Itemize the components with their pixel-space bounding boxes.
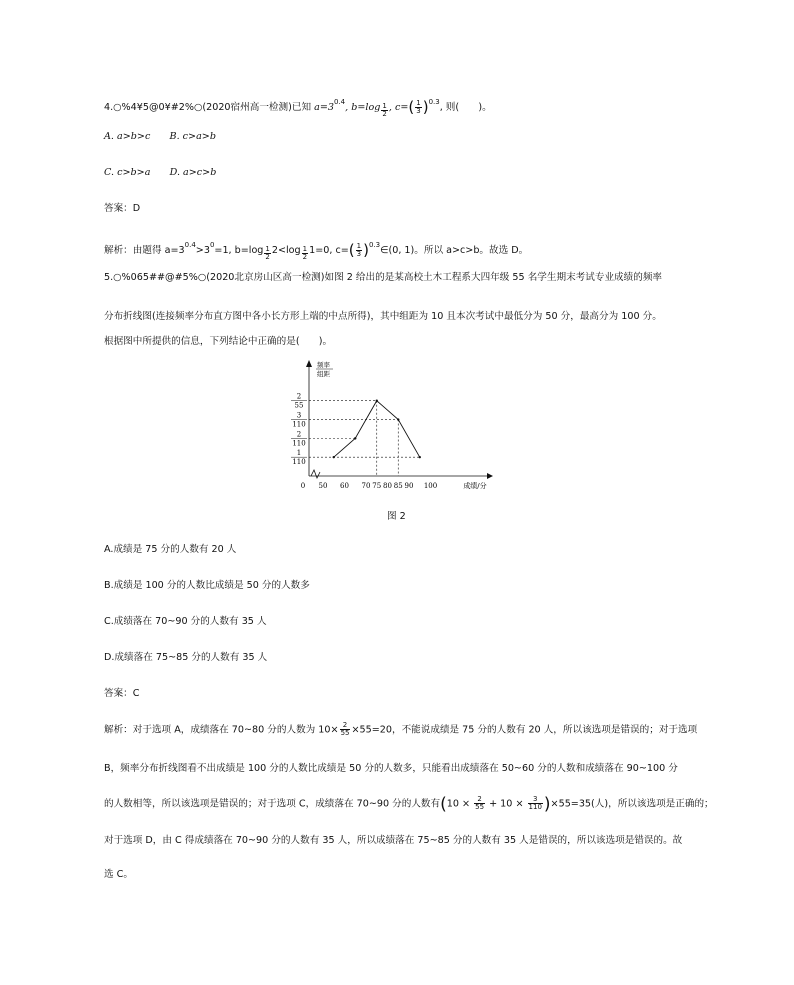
q5-solution-line-4: 对于选项 D，由 C 得成绩落在 70~90 分的人数有 35 人，所以成绩落在 75~85 分的人数有 35 人是错误的，所以该选项是错误的。故 bbox=[104, 835, 683, 846]
q4-sol-base-1: 1 2 bbox=[265, 244, 270, 261]
q5-solution-line-2: B，频率分布折线图看不出成绩是 100 分的人数比成绩是 50 分的人数多，只能看出成绩落在 50~60 分的人数和成绩落在 90~100 分 bbox=[104, 763, 678, 774]
q4-sol-5: 1=0, c= bbox=[309, 245, 349, 256]
q4-sol-base-2: 1 2 bbox=[302, 244, 308, 261]
data-point bbox=[397, 418, 399, 420]
y-tick-denominator: 110 bbox=[292, 420, 306, 429]
q5-stem-3: 根据图中所提供的信息，下列结论中正确的是( )。 bbox=[104, 336, 333, 347]
q5-sol-3b: 10 × bbox=[446, 798, 474, 810]
q5-frac-2-55: $\frac{2}{55}$ bbox=[340, 721, 350, 737]
q4-a-def: a=3 bbox=[314, 102, 334, 113]
q5-frac-3-110: $\frac{3}{110}$ bbox=[528, 795, 542, 811]
q4-stem-text: 4.○%4¥5@0¥#2%○(2020宿州高一检测)已知 bbox=[104, 102, 312, 113]
q5-sol-1a: 解析：对于选项 A，成绩落在 70~80 分的人数为 10× bbox=[104, 724, 339, 736]
q5-option-c: C.成绩落在 70~90 分的人数有 35 人 bbox=[104, 616, 267, 627]
q4-sol-third: $\frac{1}{3}$ bbox=[356, 241, 362, 258]
y-tick-denominator: 110 bbox=[292, 439, 306, 448]
y-tick-numerator: 3 bbox=[296, 411, 302, 420]
q4-options-ab: A. a>b>c B. c>a>b bbox=[104, 131, 216, 142]
q5-stem-1: 5.○%065##@#5%○(2020北京房山区高一检测)如图 2 给出的是某高校土木工程系大四年级 55 名学生期末考试专业成绩的频率 bbox=[104, 272, 663, 283]
x-tick-label: 85 bbox=[393, 482, 403, 490]
q4-sol-1-exp: 0.4 bbox=[184, 241, 196, 249]
q4-sol-c-exp: 0.3 bbox=[368, 241, 381, 249]
y-tick-numerator: 2 bbox=[296, 430, 302, 439]
y-tick-denominator: 55 bbox=[294, 401, 304, 410]
x-tick-label: 100 bbox=[423, 482, 438, 490]
y-axis-arrow bbox=[306, 360, 312, 367]
q5-answer: 答案：C bbox=[104, 688, 140, 699]
q4-tail: , 则( )。 bbox=[439, 102, 492, 113]
q5-solution-line-3: 的人数相等，所以该选项是错误的；对于选项 C，成绩落在 70~90 分的人数有(10 × $\frac{2}{55}$ + 10 × $\frac{3}{110}$ )×55=35(人)，所以该选项是正确的； bbox=[104, 794, 714, 815]
axis-break bbox=[311, 470, 320, 478]
q5-sol-3d: ×55=35(人)，所以该选项是正确的； bbox=[550, 798, 714, 810]
y-tick-denominator: 110 bbox=[292, 458, 306, 467]
data-point bbox=[376, 400, 378, 402]
x-tick-label: 0 bbox=[300, 482, 306, 490]
q4-sol-2-exp: 0 bbox=[209, 241, 215, 249]
x-axis-label: 成绩/分 bbox=[463, 482, 487, 490]
data-point bbox=[333, 456, 335, 458]
q5-solution-line-1 bbox=[104, 722, 697, 738]
data-point bbox=[354, 437, 356, 439]
q5-option-a: A.成绩是 75 分的人数有 20 人 bbox=[104, 544, 237, 555]
x-tick-label: 80 bbox=[383, 482, 392, 490]
q4-b-def: , b=log bbox=[345, 102, 381, 113]
data-point bbox=[419, 456, 421, 458]
q5-stem-2: 分布折线图(连接频率分布直方图中各小长方形上端的中点所得)，其中组距为 10 且本次考试中最低分为 50 分，最高分为 100 分。 bbox=[104, 311, 662, 322]
q5-sol-3c: + 10 × bbox=[486, 798, 527, 810]
q4-solution: 解析：由题得 $a=3^{0.4}>3^0=1$, b=log $_{\frac{1}{2}}$ 2<log $_{\frac{1}{2}}$ 1=0, c=( $\frac{1}{3}$ )$^{0.3}$∈(0, 1)。所以 a>c>b。故选 D。 bbox=[104, 241, 529, 261]
q5-option-b: B.成绩是 100 分的人数比成绩是 50 分的人数多 bbox=[104, 580, 310, 591]
q4-sol-6: ∈(0, 1)。所以 a>c>b。故选 D。 bbox=[380, 245, 529, 256]
q4-sol-2: >3 bbox=[195, 245, 210, 256]
x-tick-label: 50 bbox=[318, 482, 328, 490]
q5-sol-3a: 的人数相等，所以该选项是错误的；对于选项 C，成绩落在 70~90 分的人数有 bbox=[104, 798, 441, 810]
q4-sol-1: 解析：由题得 a=3 bbox=[104, 245, 185, 256]
q4-a-exp: 0.4 bbox=[333, 98, 346, 106]
x-tick-label: 75 bbox=[372, 482, 382, 490]
q5-option-d: D.成绩落在 75~85 分的人数有 35 人 bbox=[104, 652, 268, 663]
q4-b-base: 1 2 bbox=[382, 101, 387, 118]
q4-c-base: $\frac{1}{3}$ bbox=[416, 98, 421, 115]
frequency-polygon-chart bbox=[287, 358, 507, 498]
q5-sol-1b: ×55=20，不能说成绩是 75 分的人数有 20 人，所以该选项是错误的；对于选项 bbox=[351, 724, 698, 736]
q5-frac-2-55-b: $\frac{2}{55}$ bbox=[475, 795, 485, 811]
x-tick-label: 90 bbox=[404, 482, 414, 490]
figure-caption: 图 2 bbox=[387, 511, 406, 522]
x-axis-arrow bbox=[487, 473, 493, 479]
q4-c-def: , c= bbox=[388, 102, 409, 113]
y-label-top: 频率 bbox=[317, 361, 330, 369]
y-tick-numerator: 2 bbox=[296, 392, 302, 401]
x-tick-label: 70 bbox=[361, 482, 371, 490]
x-tick-label: 60 bbox=[340, 482, 349, 490]
q5-solution-line-5: 选 C。 bbox=[104, 869, 133, 880]
y-label-bottom: 组距 bbox=[317, 370, 330, 378]
y-tick-numerator: 1 bbox=[296, 449, 302, 458]
q4-stem: 4.○%4¥5@0¥#2%○(2020宿州高一检测)已知 $a=3^{0.4}$, b=log $_{\frac{1}{2}}$ , c=( $\frac{1}{3}$ )$^{0.3}$, 则( )。 bbox=[104, 98, 492, 118]
q4-sol-4: 2<log bbox=[271, 245, 301, 256]
q4-options-cd: C. c>b>a D. a>c>b bbox=[104, 167, 217, 178]
q4-sol-3: =1, b=log bbox=[214, 245, 264, 256]
q4-c-exp: 0.3 bbox=[428, 98, 440, 106]
q4-answer: 答案：D bbox=[104, 203, 141, 214]
